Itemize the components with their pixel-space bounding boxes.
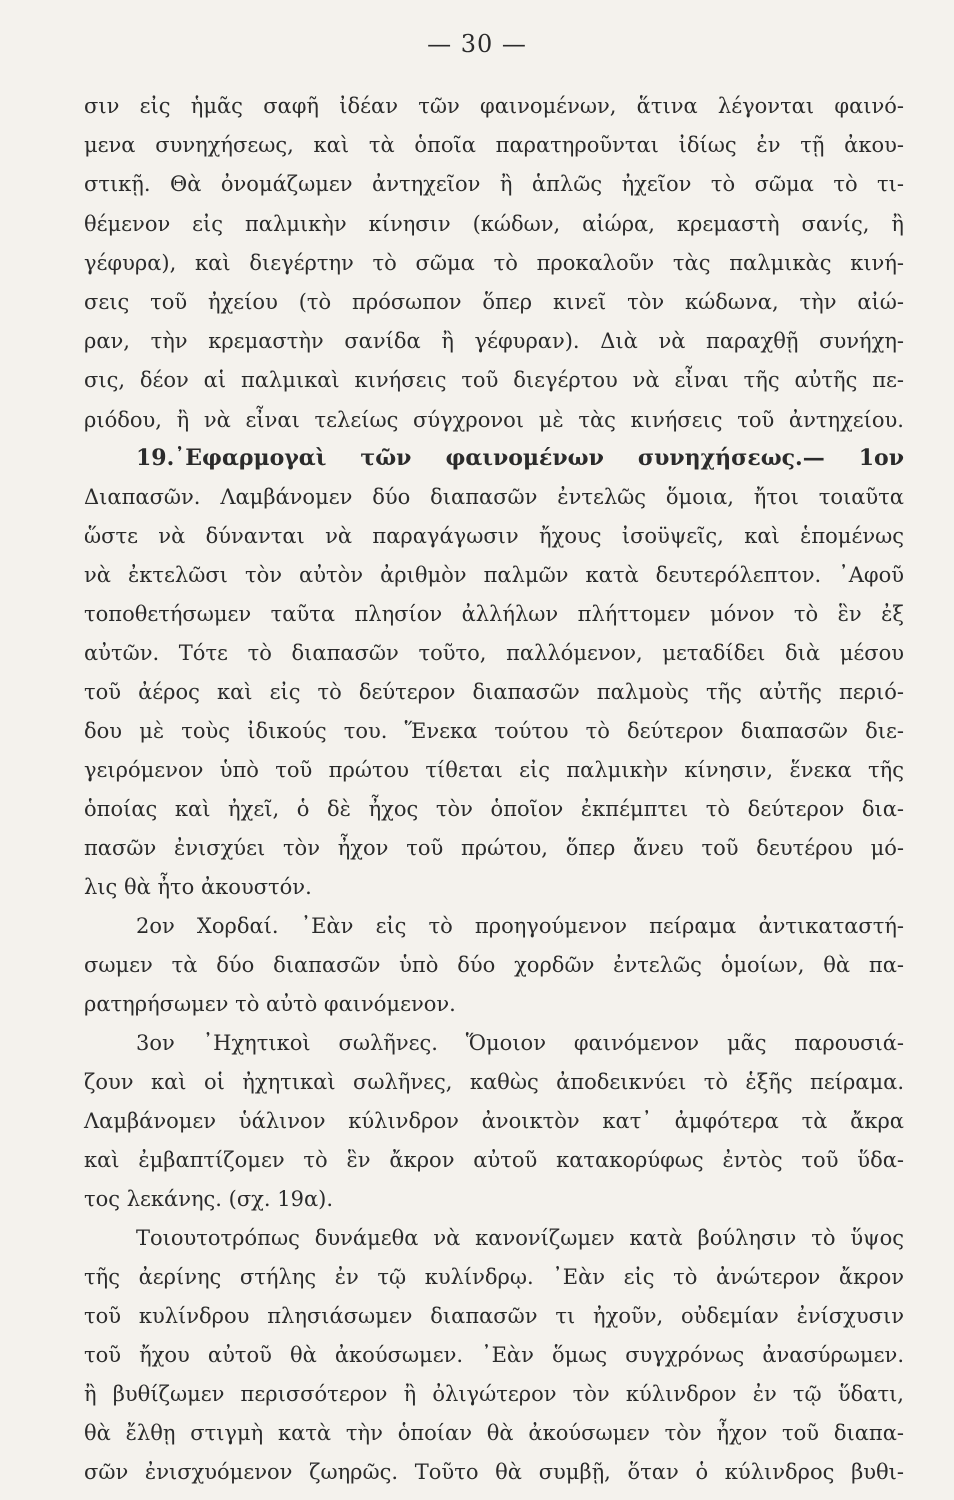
text-line: θέμενον εἰς παλμικὴν κίνησιν (κώδων, αἰώρα, κρεμαστὴ σανίς, ἢ: [84, 212, 904, 236]
text-line: στικῇ. Θὰ ὀνομάζωμεν ἀντηχεῖον ἢ ἁπλῶς ἠχεῖον τὸ σῶμα τὸ τι-: [84, 172, 904, 196]
text-line: Λαμβάνομεν ὑάλινον κύλινδρον ἀνοικτὸν κατ᾽ ἀμφότερα τὰ ἄκρα: [84, 1109, 904, 1133]
subsection-line: 2ον Χορδαί. ᾽Εὰν εἰς τὸ προηγούμενον πείραμα ἀντικαταστή-: [136, 914, 904, 938]
page-number: — 30 —: [427, 30, 527, 58]
text-line: ριόδου, ἢ νὰ εἶναι τελείως σύγχρονοι μὲ τὰς κινήσεις τοῦ ἀντηχείου.: [84, 408, 904, 432]
text-line: ὁποίας καὶ ἠχεῖ, ὁ δὲ ἦχος τὸν ὁποῖον ἐκπέμπτει τὸ δεύτερον δια-: [84, 797, 904, 821]
text-line: τοποθετήσωμεν ταῦτα πλησίον ἀλλήλων πλήττομεν μόνον τὸ ἓν ἐξ: [84, 602, 904, 626]
text-line: σῶν ἐνισχυόμενον ζωηρῶς. Τοῦτο θὰ συμβῇ, ὅταν ὁ κύλινδρος βυθι-: [84, 1460, 904, 1484]
text-line: δου μὲ τοὺς ἰδικούς του. Ἕνεκα τούτου τὸ δεύτερον διαπασῶν διε-: [84, 719, 904, 743]
text-line: Τοιουτοτρόπως δυνάμεθα νὰ κανονίζωμεν κατὰ βούλησιν τὸ ὕψος: [136, 1226, 904, 1250]
text-line: σις, δέον αἱ παλμικαὶ κινήσεις τοῦ διεγέρτου νὰ εἶναι τῆς αὐτῆς πε-: [84, 368, 904, 392]
text-line: τοῦ ἀέρος καὶ εἰς τὸ δεύτερον διαπασῶν παλμοὺς τῆς αὐτῆς περιό-: [84, 680, 904, 704]
text-line: τοῦ κυλίνδρου πλησιάσωμεν διαπασῶν τι ἠχοῦν, οὐδεμίαν ἐνίσχυσιν: [84, 1304, 904, 1328]
text-line: ζουν καὶ οἱ ἠχητικαὶ σωλῆνες, καθὼς ἀποδεικνύει τὸ ἑξῆς πείραμα.: [84, 1070, 904, 1094]
text-line: καὶ ἐμβαπτίζομεν τὸ ἓν ἄκρον αὐτοῦ κατακορύφως ἐντὸς τοῦ ὕδα-: [84, 1148, 904, 1172]
text-line: νὰ ἐκτελῶσι τὸν αὐτὸν ἀριθμὸν παλμῶν κατὰ δευτερόλεπτον. ᾽Αφοῦ: [84, 563, 904, 587]
text-line: Διαπασῶν. Λαμβάνομεν δύο διαπασῶν ἐντελῶς ὅμοια, ἤτοι τοιαῦτα: [84, 485, 904, 509]
text-line: ἢ βυθίζωμεν περισσότερον ἢ ὀλιγώτερον τὸν κύλινδρον ἐν τῷ ὕδατι,: [84, 1382, 904, 1406]
text-line: μενα συνηχήσεως, καὶ τὰ ὁποῖα παρατηροῦνται ἰδίως ἐν τῇ ἀκου-: [84, 133, 904, 157]
text-line: τῆς ἀερίνης στήλης ἐν τῷ κυλίνδρῳ. ᾽Εὰν εἰς τὸ ἀνώτερον ἄκρον: [84, 1265, 904, 1289]
text-line: τος λεκάνης. (σχ. 19α).: [84, 1187, 334, 1211]
text-line: αὐτῶν. Τότε τὸ διαπασῶν τοῦτο, παλλόμενον, μεταδίδει διὰ μέσου: [84, 641, 904, 665]
section-heading: 19.᾽Εφαρμογαὶ τῶν φαινομένων συνηχήσεως.— 1ον: [136, 445, 904, 471]
text-line: σεις τοῦ ἠχείου (τὸ πρόσωπον ὅπερ κινεῖ τὸν κώδωνα, τὴν αἰώ-: [84, 290, 904, 314]
text-line: τοῦ ἤχου αὐτοῦ θὰ ἀκούσωμεν. ᾽Εὰν ὅμως συγχρόνως ἀνασύρωμεν.: [84, 1343, 904, 1367]
subsection-line: 3ον ᾽Ηχητικοὶ σωλῆνες. Ὅμοιον φαινόμενον μᾶς παρουσιά-: [136, 1031, 904, 1055]
text-line: γέφυρα), καὶ διεγέρτην τὸ σῶμα τὸ προκαλοῦν τὰς παλμικὰς κινή-: [84, 251, 904, 275]
text-line: λις θὰ ἦτο ἀκουστόν.: [84, 875, 312, 899]
text-line: πασῶν ἐνισχύει τὸν ἦχον τοῦ πρώτου, ὅπερ ἄνευ τοῦ δευτέρου μό-: [84, 836, 904, 860]
text-line: θὰ ἔλθῃ στιγμὴ κατὰ τὴν ὁποίαν θὰ ἀκούσωμεν τὸν ἦχον τοῦ διαπα-: [84, 1421, 904, 1445]
text-line: ρατηρήσωμεν τὸ αὐτὸ φαινόμενον.: [84, 992, 456, 1016]
text-line: ραν, τὴν κρεμαστὴν σανίδα ἢ γέφυραν). Διὰ νὰ παραχθῇ συνήχη-: [84, 329, 904, 353]
text-line: ὥστε νὰ δύνανται νὰ παραγάγωσιν ἤχους ἰσοϋψεῖς, καὶ ἑπομένως: [84, 524, 904, 548]
text-line: γειρόμενον ὑπὸ τοῦ πρώτου τίθεται εἰς παλμικὴν κίνησιν, ἕνεκα τῆς: [84, 758, 904, 782]
text-line: σωμεν τὰ δύο διαπασῶν ὑπὸ δύο χορδῶν ἐντελῶς ὁμοίων, θὰ πα-: [84, 953, 904, 977]
text-line: σιν εἰς ἡμᾶς σαφῆ ἰδέαν τῶν φαινομένων, ἅτινα λέγονται φαινό-: [84, 94, 904, 118]
